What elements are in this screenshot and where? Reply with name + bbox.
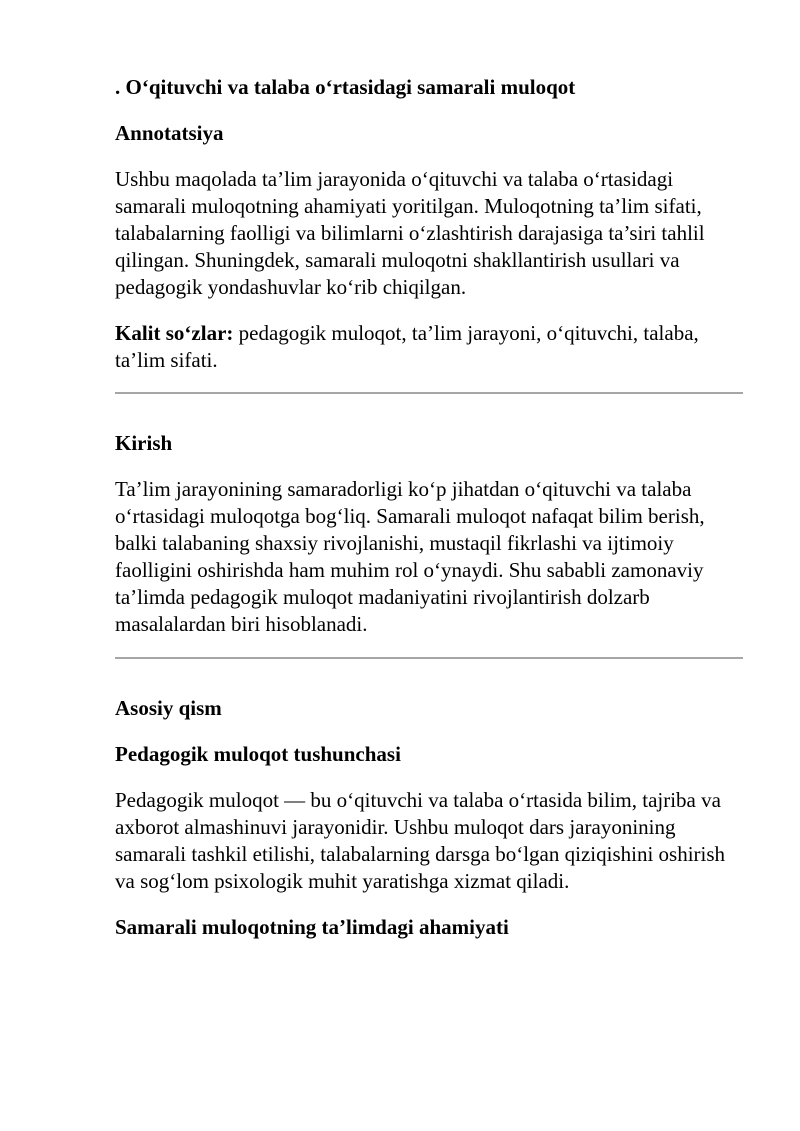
annotation-text: Ushbu maqolada ta’lim jarayonida o‘qituvchi va talaba o‘rtasidagi samarali muloqotning ahamiyati yoritilgan. Muloqotning ta’lim sifati, talabalarning faolligi va bilimlarni o‘zlashtirish darajasiga ta’siri tahlil qilingan. Shuningdek, samarali muloqotni shakllantirish usullari va pedagogik yondashuvlar ko‘rib chiqilgan. [115,167,705,299]
concept-heading: Pedagogik muloqot tushunchasi [115,742,401,766]
document-page [115,74,743,940]
section-divider [115,657,743,659]
concept-text: Pedagogik muloqot — bu o‘qituvchi va talaba o‘rtasida bilim, tajriba va axborot almashinuvi jarayonidir. Ushbu muloqot dars jarayonining samarali tashkil etilishi, talabalarning darsga bo‘lgan qiziqishini oshirish va sog‘lom psixologik muhit yaratishga xizmat qiladi. [115,788,726,893]
main-heading: Asosiy qism [115,696,222,720]
section-divider [115,392,743,394]
annotation-heading: Annotatsiya [115,121,224,145]
importance-heading: Samarali muloqotning ta’limdagi ahamiyati [115,915,509,939]
document-title: . O‘qituvchi va talaba o‘rtasidagi samarali muloqot [115,75,576,99]
keywords-label: Kalit so‘zlar: [115,321,234,345]
introduction-heading: Kirish [115,431,173,455]
keywords-text: pedagogik muloqot, ta’lim jarayoni, o‘qituvchi, talaba, ta’lim sifati. [115,321,699,372]
keywords-paragraph [115,320,743,374]
introduction-text: Ta’lim jarayonining samaradorligi ko‘p jihatdan o‘qituvchi va talaba o‘rtasidagi muloqotga bog‘liq. Samarali muloqot nafaqat bilim berish, balki talabaning shaxsiy rivojlanishi, mustaqil fikrlashi va ijtimoiy faolligini oshirishda ham muhim rol o‘ynaydi. Shu sababli zamonaviy ta’limda pedagogik muloqot madaniyatini rivojlantirish dolzarb masalalardan biri hisoblanadi. [115,477,705,636]
